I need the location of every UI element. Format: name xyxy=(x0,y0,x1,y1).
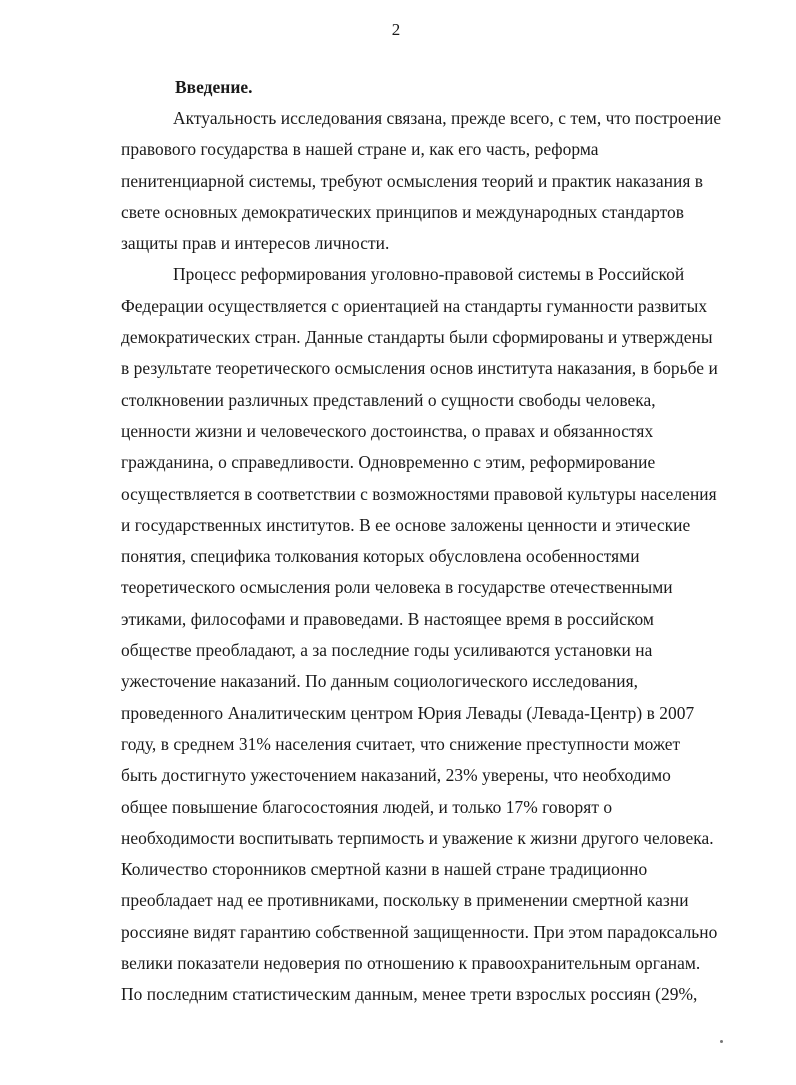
text-line: Процесс реформирования уголовно-правовой системы в Российской xyxy=(173,264,685,285)
text-line: и государственных институтов. В ее основе заложены ценности и этические xyxy=(121,514,691,535)
text-line: году, в среднем 31% населения считает, что снижение преступности может xyxy=(121,733,681,754)
text-line: теоретического осмысления роли человека в государстве отечественными xyxy=(121,577,673,598)
text-line: ценности жизни и человеческого достоинства, о правах и обязанностях xyxy=(121,420,654,441)
text-line: быть достигнуто ужесточением наказаний, 23% уверены, что необходимо xyxy=(121,765,671,786)
text-line: столкновении различных представлений о сущности свободы человека, xyxy=(121,389,656,410)
text-line: необходимости воспитывать терпимость и уважение к жизни другого человека. xyxy=(121,827,714,848)
text-line: свете основных демократических принципов и международных стандартов xyxy=(121,201,685,222)
text-line: ужесточение наказаний. По данным социологического исследования, xyxy=(121,671,639,692)
text-line: обществе преобладают, а за последние годы усиливаются установки на xyxy=(121,640,653,661)
text-line: По последним статистическим данным, менее трети взрослых россиян (29%, xyxy=(121,984,698,1005)
text-line: велики показатели недоверия по отношению к правоохранительным органам. xyxy=(121,953,701,974)
text-line: россияне видят гарантию собственной защищенности. При этом парадоксально xyxy=(121,921,718,942)
text-line: этиками, философами и правоведами. В настоящее время в российском xyxy=(121,608,654,629)
text-line: проведенного Аналитическим центром Юрия Левады (Левада-Центр) в 2007 xyxy=(121,702,695,723)
section-heading: Введение. xyxy=(175,77,253,97)
text-line: Актуальность исследования связана, прежде всего, с тем, что построение xyxy=(173,108,722,128)
paragraph xyxy=(121,103,767,259)
text-line: демократических стран. Данные стандарты были сформированы и утверждены xyxy=(121,327,713,348)
text-line: защиты прав и интересов личности. xyxy=(121,233,390,254)
text-line: осуществляется в соответствии с возможностями правовой культуры населения xyxy=(121,483,717,504)
text-line: Количество сторонников смертной казни в нашей стране традиционно xyxy=(121,859,648,880)
text-line: общее повышение благосостояния людей, и только 17% говорят о xyxy=(121,796,613,817)
text-line: правового государства в нашей стране и, как его часть, реформа xyxy=(121,139,599,160)
page-number: 2 xyxy=(391,20,401,39)
scan-speck xyxy=(720,1040,723,1043)
paragraph xyxy=(121,259,767,1010)
text-line: в результате теоретического осмысления основ института наказания, в борьбе и xyxy=(121,358,718,379)
text-line: преобладает над ее противниками, поскольку в применении смертной казни xyxy=(121,890,689,911)
text-line: понятия, специфика толкования которых обусловлена особенностями xyxy=(121,546,640,567)
paragraphs-container xyxy=(121,103,767,1011)
text-line: гражданина, о справедливости. Одновременно с этим, реформирование xyxy=(121,452,656,473)
text-line: пенитенциарной системы, требуют осмысления теорий и практик наказания в xyxy=(121,170,704,191)
text-line: Федерации осуществляется с ориентацией на стандарты гуманности развитых xyxy=(121,295,708,316)
document-body xyxy=(121,73,767,1011)
